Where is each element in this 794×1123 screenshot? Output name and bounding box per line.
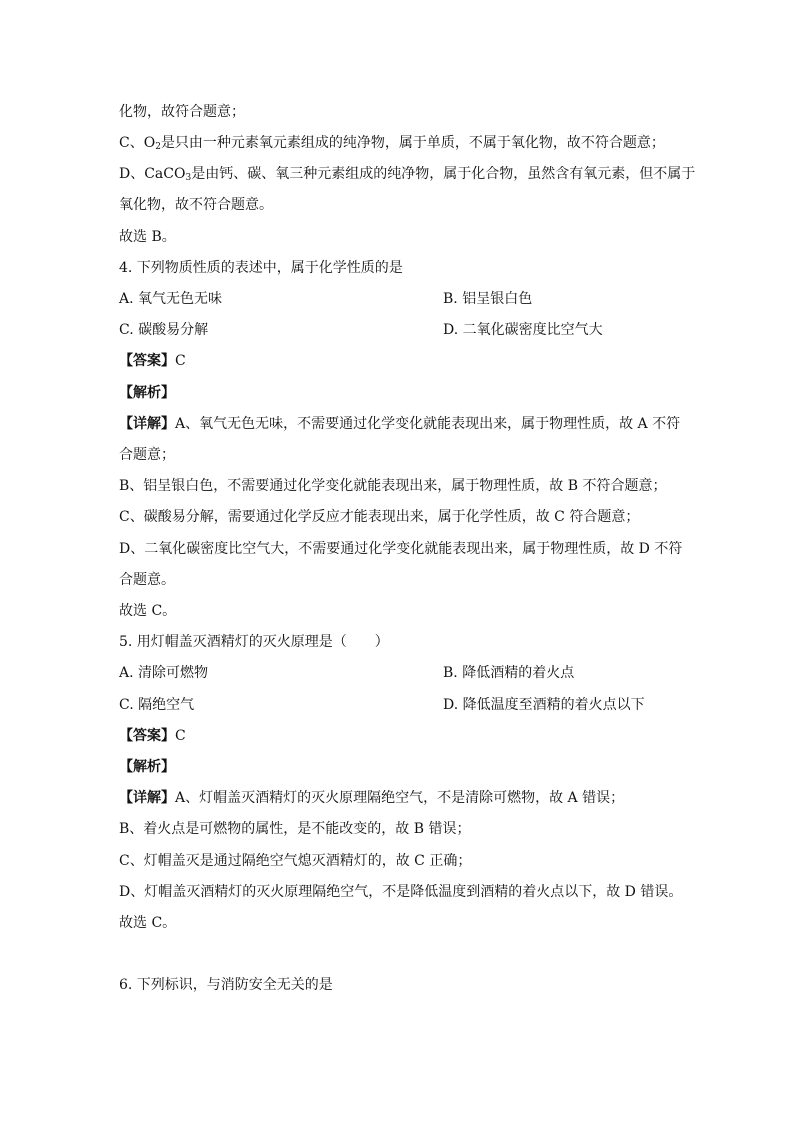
prev-line-2 (119, 134, 665, 152)
prev-line-3-sub: 3 (185, 173, 192, 183)
q4-detail-5: D、二氧化碳密度比空气大，不需要通过化学变化就能表现出来，属于物理性质，故 D 不符 (119, 541, 683, 557)
prev-line-2-a: C、O (119, 135, 156, 151)
q4-stem: 4. 下列物质性质的表述中，属于化学性质的是 (119, 260, 403, 276)
q4-option-a: A. 氧气无色无味 (119, 291, 223, 307)
q5-detail-4: D、灯帽盖灭酒精灯的灭火原理隔绝空气，不是降低温度到酒精的着火点以下，故 D 错误。 (119, 884, 683, 900)
prev-line-3-a: D、CaCO (119, 166, 186, 182)
q5-detail-3: C、灯帽盖灭是通过隔绝空气熄灭酒精灯的，故 C 正确； (119, 853, 472, 869)
q4-detail-3: B、铝呈银白色，不需要通过化学变化就能表现出来，属于物理性质，故 B 不符合题意； (119, 478, 667, 494)
q4-answer-tag: 【答案】 (119, 353, 175, 369)
q5-answer-tag: 【答案】 (119, 728, 175, 744)
q5-detail-1-text: A、灯帽盖灭酒精灯的灭火原理隔绝空气，不是清除可燃物，故 A 错误； (175, 790, 625, 806)
q4-detail-4: C、碳酸易分解，需要通过化学反应才能表现出来，属于化学性质，故 C 符合题意； (119, 509, 640, 525)
q4-option-d: D. 二氧化碳密度比空气大 (443, 322, 603, 338)
prev-line-3-b: 是由钙、碳、氧三种元素组成的纯净物，属于化合物，虽然含有氧元素，但不属于 (191, 166, 696, 182)
prev-line-4: 氧化物，故不符合题意。 (119, 197, 273, 213)
q5-option-d: D. 降低温度至酒精的着火点以下 (443, 697, 645, 713)
q5-detail-2: B、着火点是可燃物的属性，是不能改变的，故 B 错误； (119, 821, 471, 837)
prev-line-5: 故选 B。 (119, 229, 176, 245)
q4-analysis-tag: 【解析】 (119, 385, 175, 401)
q4-detail-tag: 【详解】 (119, 416, 175, 432)
q4-detail-6: 合题意。 (119, 572, 175, 588)
q5-stem: 5. 用灯帽盖灭酒精灯的灭火原理是（ ） (119, 634, 389, 650)
q5-option-b: B. 降低酒精的着火点 (443, 665, 575, 681)
q4-detail-2: 合题意； (119, 447, 175, 463)
q5-analysis-tag: 【解析】 (119, 759, 175, 775)
prev-line-2-b: 是只由一种元素氧元素组成的纯净物，属于单质，不属于氧化物，故不符合题意； (160, 135, 665, 151)
q5-detail-1 (119, 789, 624, 807)
q4-option-b: B. 铝呈银白色 (443, 291, 533, 307)
q5-option-c: C. 隔绝空气 (119, 697, 195, 713)
q4-option-c: C. 碳酸易分解 (119, 322, 209, 338)
q4-detail-1-text: A、氧气无色无味，不需要通过化学变化就能表现出来，属于物理性质，故 A 不符 (175, 416, 681, 432)
q4-answer-value: C (175, 353, 186, 369)
q5-detail-5: 故选 C。 (119, 915, 177, 931)
q4-detail-1 (119, 415, 680, 433)
q6-stem: 6. 下列标识，与消防安全无关的是 (119, 977, 333, 993)
prev-line-2-sub: 2 (155, 142, 161, 152)
q4-answer (119, 352, 186, 370)
prev-line-3 (119, 165, 695, 183)
q5-answer (119, 727, 186, 745)
q4-detail-7: 故选 C。 (119, 603, 177, 619)
q5-detail-tag: 【详解】 (119, 790, 175, 806)
prev-line-1: 化物，故符合题意； (119, 104, 245, 120)
q5-answer-value: C (175, 728, 186, 744)
q5-option-a: A. 清除可燃物 (119, 665, 209, 681)
